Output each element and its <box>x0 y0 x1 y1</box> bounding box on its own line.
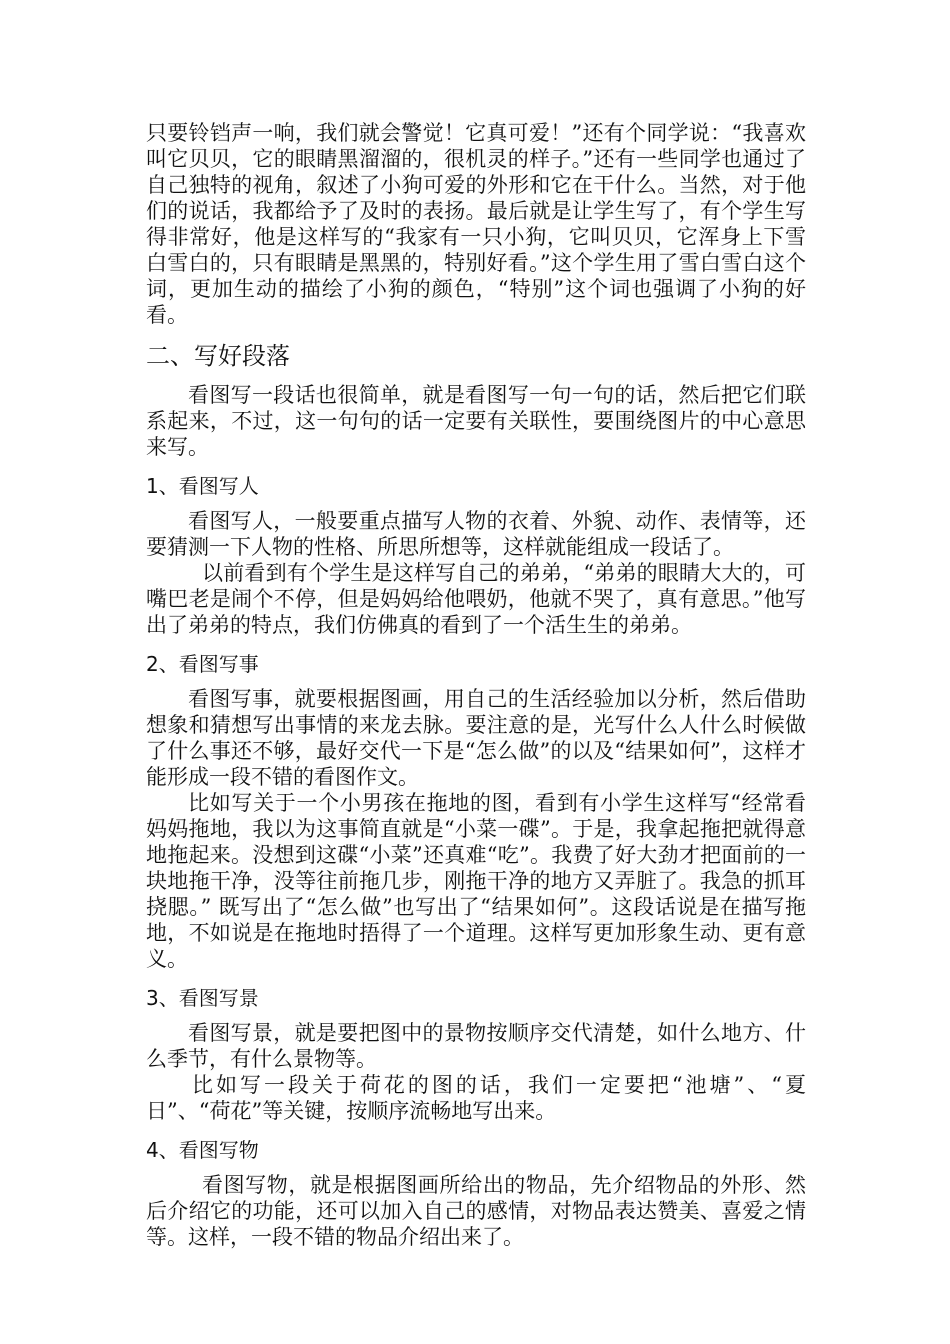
paragraph-describe-people-2: 以前看到有个学生是这样写自己的弟弟，“弟弟的眼睛大大的，可嘴巴老是闹个不停，但是妈妈给他喂奶，他就不哭了，真有意思。”他写出了弟弟的特点，我们仿佛真的看到了一个活生生的弟弟。 <box>146 561 806 637</box>
subheading-describe-objects: 4、看图写物 <box>146 1138 259 1162</box>
subheading-describe-people: 1、看图写人 <box>146 474 259 498</box>
paragraph-describe-objects-1: 看图写物，就是根据图画所给出的物品，先介绍物品的外形、然后介绍它的功能，还可以加入自己的感情，对物品表达赞美、喜爱之情等。这样，一段不错的物品介绍出来了。 <box>146 1173 806 1249</box>
paragraph-describe-events-1: 看图写事，就要根据图画，用自己的生活经验加以分析，然后借助想象和猜想写出事情的来龙去脉。要注意的是，光写什么人什么时候做了什么事还不够，最好交代一下是“怎么做”的以及“结果如何”，这样才能形成一段不错的看图作文。 <box>146 687 806 789</box>
paragraph-describe-people-1: 看图写人，一般要重点描写人物的衣着、外貌、动作、表情等，还要猜测一下人物的性格、所思所想等，这样就能组成一段话了。 <box>146 509 806 559</box>
document-page <box>146 120 806 1250</box>
section-heading-write-paragraphs: 二、写好段落 <box>146 342 290 370</box>
subheading-describe-events: 2、看图写事 <box>146 652 259 676</box>
subheading-describe-scenery: 3、看图写景 <box>146 986 259 1010</box>
paragraph-describe-scenery-2: 比如写一段关于荷花的图的话，我们一定要把“池塘”、“夏日”、“荷花”等关键，按顺序流畅地写出来。 <box>146 1073 806 1123</box>
section-paragraph: 看图写一段话也很简单，就是看图写一句一句的话，然后把它们联系起来，不过，这一句句的话一定要有关联性，要围绕图片的中心意思来写。 <box>146 383 806 459</box>
paragraph-describe-events-2: 比如写关于一个小男孩在拖地的图，看到有小学生这样写“经常看妈妈拖地，我以为这事简直就是“小菜一碟”。于是，我拿起拖把就得意地拖起来。没想到这碟“小菜”还真难“吃”。我费了好大劲才把面前的一块地拖干净，没等往前拖几步，刚拖干净的地方又弄脏了。我急的抓耳挠腮。” 既写出了“怎么做”也写出了“结果如何”。这段话说是在描写拖地，不如说是在拖地时捂得了一个道理。这样写更加形象生动、更有意义。 <box>146 791 806 971</box>
paragraph-describe-scenery-1: 看图写景，就是要把图中的景物按顺序交代清楚，如什么地方、什么季节，有什么景物等。 <box>146 1021 806 1071</box>
intro-paragraph: 只要铃铛声一响，我们就会警觉！它真可爱！”还有个同学说：“我喜欢叫它贝贝，它的眼睛黑溜溜的，很机灵的样子。”还有一些同学也通过了自己独特的视角，叙述了小狗可爱的外形和它在干什么。当然，对于他们的说话，我都给予了及时的表扬。最后就是让学生写了，有个学生写得非常好，他是这样写的“我家有一只小狗，它叫贝贝，它浑身上下雪白雪白的，只有眼睛是黑黑的，特别好看。”这个学生用了雪白雪白这个词，更加生动的描绘了小狗的颜色，“特别”这个词也强调了小狗的好看。 <box>146 121 806 327</box>
